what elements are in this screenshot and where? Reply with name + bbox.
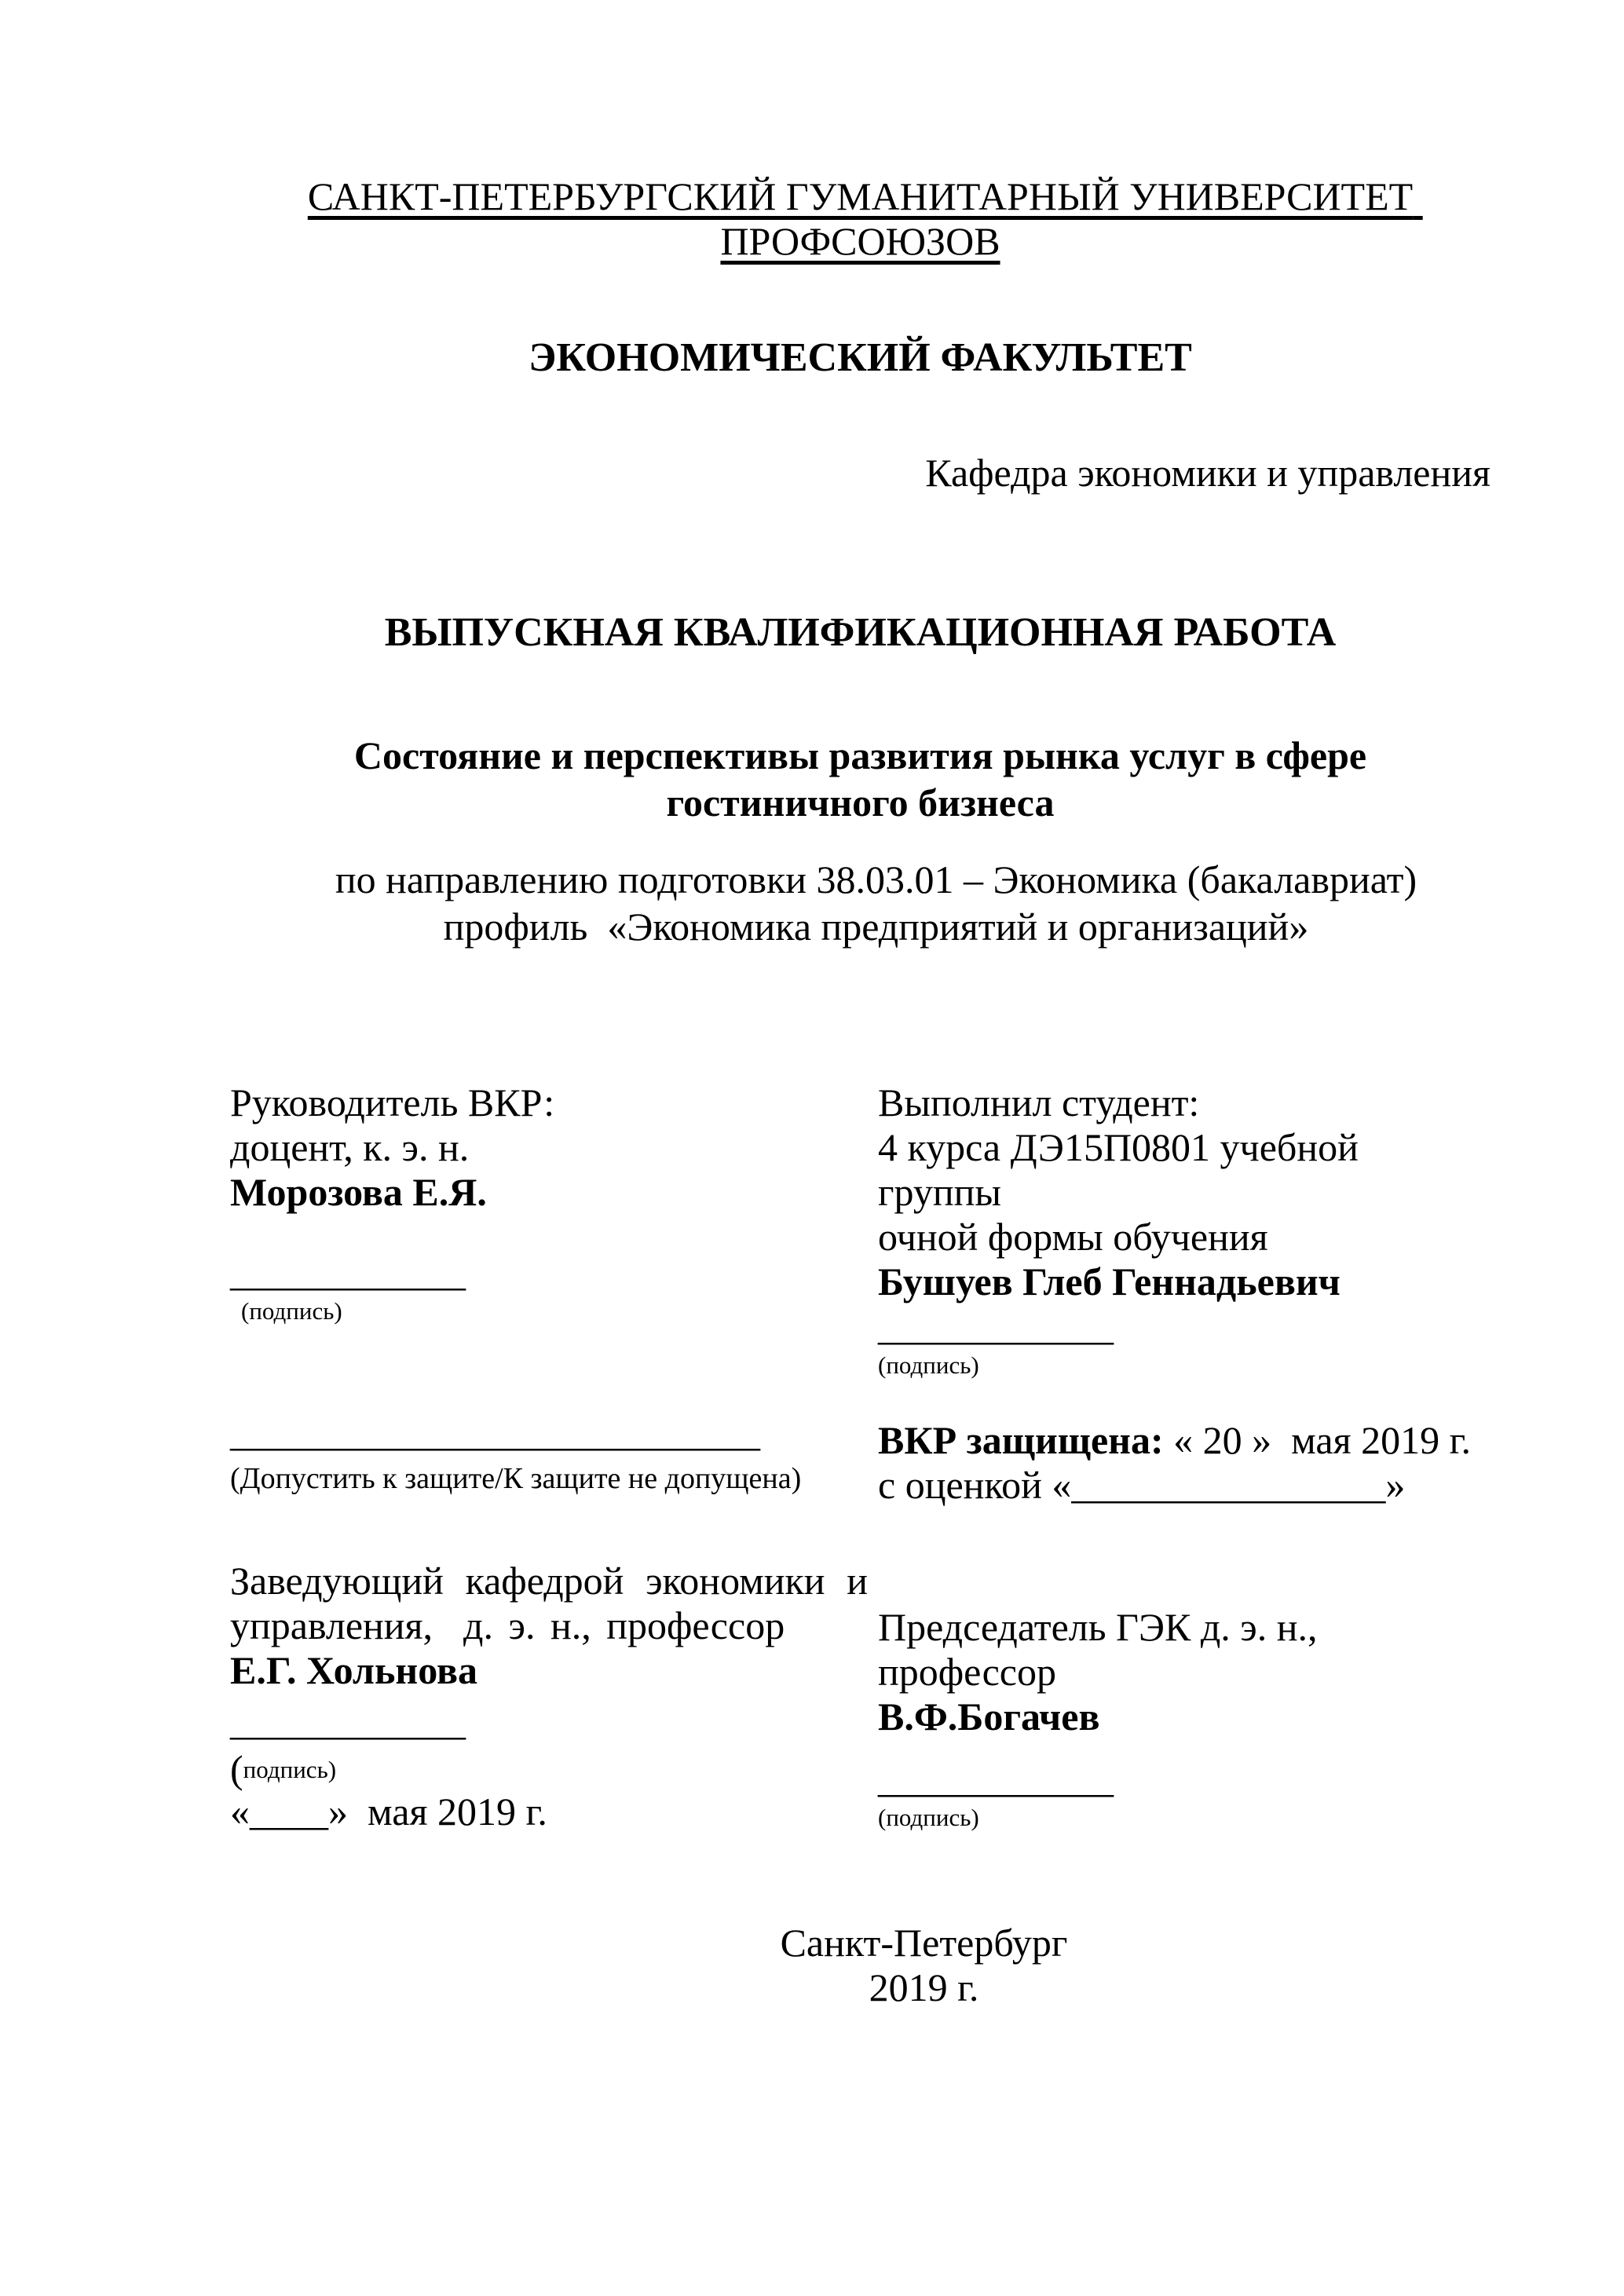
right-column xyxy=(878,1080,1490,1834)
head-of-department-block xyxy=(230,1559,868,1693)
work-type-title: ВЫПУСКНАЯ КВАЛИФИКАЦИОННАЯ РАБОТА xyxy=(384,610,1337,655)
student-group-line1: 4 курса ДЭ15П0801 учебной группы xyxy=(878,1125,1369,1214)
supervisor-name: Морозова Е.Я. xyxy=(230,1170,487,1214)
gec-chair-signature-line: ____________ xyxy=(878,1757,1114,1801)
degree-program-line: по направлению подготовки 38.03.01 – Экономика (бакалавриат) xyxy=(335,857,1417,901)
city-name: Санкт-Петербург xyxy=(780,1921,1068,1965)
admission-caption: (Допустить к защите/К защите не допущена) xyxy=(230,1462,802,1495)
student-label: Выполнил студент: xyxy=(878,1080,1200,1124)
footer-block xyxy=(294,1921,1554,2010)
gec-chair-signature-caption: (подпись) xyxy=(878,1804,979,1831)
defense-date: « 20 » мая 2019 г. xyxy=(1163,1418,1471,1462)
defense-date-line xyxy=(878,1418,1490,1463)
signature-caption-paren: ( xyxy=(230,1747,243,1791)
signatures-section xyxy=(230,1080,1490,1834)
head-of-department-name: Е.Г. Хольнова xyxy=(230,1648,477,1692)
gec-chair-block xyxy=(878,1605,1490,1739)
thesis-topic xyxy=(230,732,1490,826)
student-signature-line: ____________ xyxy=(878,1304,1114,1348)
student-signature-caption: (подпись) xyxy=(878,1351,979,1379)
profile-line: профиль «Экономика предприятий и организаций» xyxy=(443,905,1309,949)
head-of-department-date-line: «____» мая 2019 г. xyxy=(230,1790,547,1834)
supervisor-signature-line: ____________ xyxy=(230,1250,466,1294)
head-of-department-title-line1: Заведующий кафедрой экономики и xyxy=(230,1559,868,1603)
supervisor-signature-caption: (подпись) xyxy=(241,1297,342,1325)
student-name: Бушуев Глеб Геннадьевич xyxy=(878,1260,1341,1303)
degree-program xyxy=(246,856,1506,950)
year-label: 2019 г. xyxy=(869,1965,979,2009)
university-name: САНКТ-ПЕТЕРБУРГСКИЙ ГУМАНИТАРНЫЙ УНИВЕРСИТЕТ ПРОФСОЮЗОВ xyxy=(307,174,1423,263)
thesis-topic-line1: Состояние и перспективы развития рынка услуг в сфере xyxy=(353,733,1367,777)
admission-signature-line: ___________________________ xyxy=(230,1410,760,1454)
head-of-department-signature-caption xyxy=(230,1744,868,1791)
supervisor-label: Руководитель ВКР: xyxy=(230,1080,555,1124)
gec-chair-title: Председатель ГЭК д. э. н., профессор xyxy=(878,1605,1327,1694)
defense-grade-line: с оценкой «________________» xyxy=(878,1463,1406,1507)
supervisor-degree: доцент, к. э. н. xyxy=(230,1125,470,1169)
faculty-name: ЭКОНОМИЧЕСКИЙ ФАКУЛЬТЕТ xyxy=(529,335,1192,380)
gec-chair-name: В.Ф.Богачев xyxy=(878,1695,1100,1738)
head-of-department-signature-line: ____________ xyxy=(230,1699,466,1743)
thesis-topic-line2: гостиничного бизнеса xyxy=(666,781,1055,824)
defense-label: ВКР защищена: xyxy=(878,1418,1164,1462)
head-of-department-title-line2: управления, д. э. н., профессор xyxy=(230,1603,785,1647)
left-column xyxy=(230,1080,868,1834)
signature-caption-text: подпись) xyxy=(243,1756,337,1783)
student-group-line2: очной формы обучения xyxy=(878,1215,1268,1259)
department-name: Кафедра экономики и управления xyxy=(925,451,1490,495)
